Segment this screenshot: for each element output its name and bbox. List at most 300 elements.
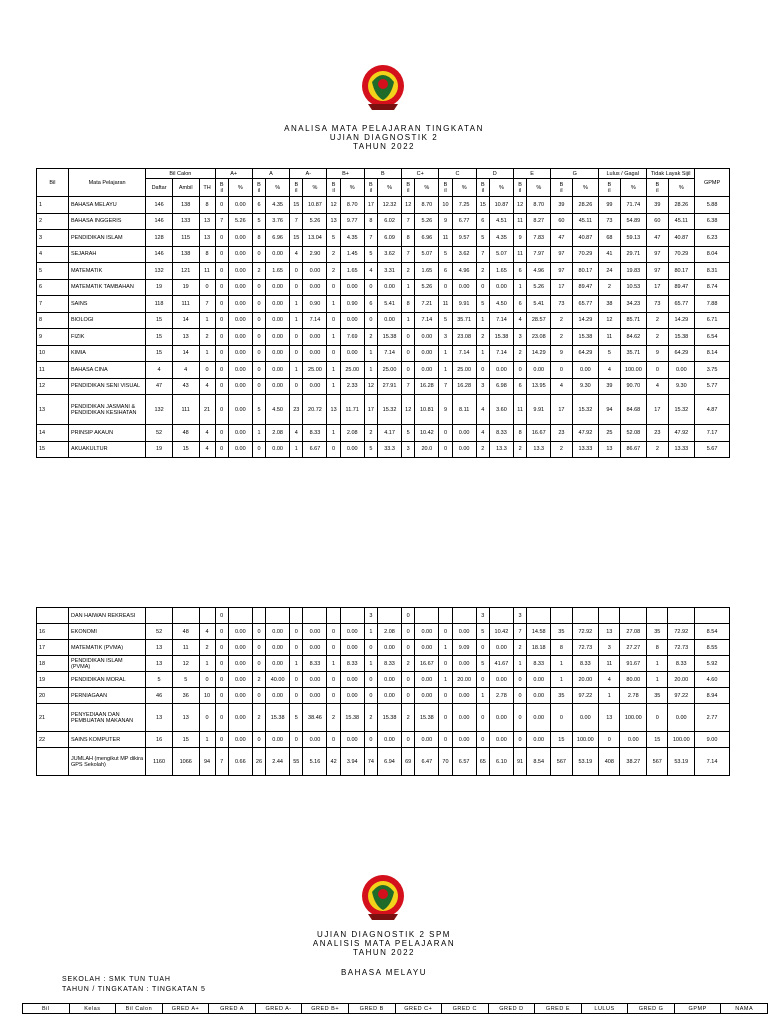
table-cell: 7.14: [415, 312, 439, 329]
table-cell: 70: [439, 748, 452, 776]
table-cell: 0.00: [228, 279, 252, 296]
table-cell: 5: [439, 246, 452, 263]
table-cell: 13: [172, 329, 199, 346]
school-name: SEKOLAH : SMK TUN TUAH: [62, 976, 171, 983]
school-crest-logo: [358, 870, 408, 924]
table-cell: 1: [551, 656, 572, 672]
table-cell: 47: [551, 230, 572, 247]
report-title-line1: ANALISA MATA PELAJARAN TINGKATAN: [284, 124, 484, 133]
table-cell: 5: [327, 230, 340, 247]
table-cell: 0.66: [228, 748, 252, 776]
table-cell: 27.08: [620, 624, 647, 640]
table-cell: 6: [252, 197, 265, 214]
subcol-bil: B il: [215, 179, 228, 197]
table-cell: 70.29: [668, 246, 695, 263]
table-cell: 21: [199, 395, 215, 425]
table-cell: [37, 748, 69, 776]
subcol-ambil: Ambil: [172, 179, 199, 197]
table-cell: 0: [402, 672, 415, 688]
table-cell: 9.30: [572, 378, 599, 395]
table-cell: 8.70: [415, 197, 439, 214]
table-cell: 0: [215, 263, 228, 280]
table-cell: 4.87: [695, 395, 730, 425]
subcol-pct: %: [668, 179, 695, 197]
table-cell: 72.92: [668, 624, 695, 640]
table-cell: 11: [172, 640, 199, 656]
table-cell: 8.33: [340, 656, 364, 672]
table-cell: 9: [647, 345, 668, 362]
table-cell: 7.14: [489, 312, 513, 329]
table-cell: 10.87: [489, 197, 513, 214]
class-analysis-header-cell: GRED D: [488, 1004, 535, 1014]
table-cell: 6: [364, 296, 377, 313]
table-cell: 1.45: [340, 246, 364, 263]
table-cell: 0: [252, 296, 265, 313]
table-cell: 53.19: [668, 748, 695, 776]
table-cell: 20.0: [415, 441, 439, 458]
table-cell: 8.33: [303, 656, 327, 672]
table-cell: 7.14: [303, 312, 327, 329]
table-cell: 65.77: [572, 296, 599, 313]
table-cell: 3.62: [452, 246, 476, 263]
table-cell: 4: [599, 362, 620, 379]
table-cell: 47: [647, 230, 668, 247]
table-cell: 5: [172, 672, 199, 688]
table-cell: 0: [327, 312, 340, 329]
table-cell: 39: [551, 197, 572, 214]
table-cell: 7.83: [527, 230, 551, 247]
table-cell: 2: [513, 441, 526, 458]
table-cell: 4.50: [489, 296, 513, 313]
table-cell: 0: [290, 624, 303, 640]
table-cell: 13.3: [489, 441, 513, 458]
subcol-pct: %: [378, 179, 402, 197]
col-grade-a: A: [252, 169, 289, 179]
table-cell: 27.91: [378, 378, 402, 395]
table-row: [37, 197, 730, 214]
table-cell: 8: [551, 640, 572, 656]
table-cell: 0.00: [452, 732, 476, 748]
table-cell: 64.29: [572, 345, 599, 362]
table-cell: 567: [647, 748, 668, 776]
table-cell: 20: [37, 688, 69, 704]
table-cell: 0.00: [228, 197, 252, 214]
class-analysis-header-cell: NAMA: [721, 1004, 768, 1014]
table-cell: 25.00: [378, 362, 402, 379]
table-cell: 5.26: [415, 213, 439, 230]
table-cell: 3.75: [695, 362, 730, 379]
table-cell: 146: [146, 213, 173, 230]
table-cell: 13.04: [303, 230, 327, 247]
table-cell: 0: [252, 688, 265, 704]
table-cell: 47.92: [668, 425, 695, 442]
subcol-bil: B il: [290, 179, 303, 197]
table-cell: 4: [290, 246, 303, 263]
table-cell: 0.00: [228, 345, 252, 362]
table-cell: 2: [476, 329, 489, 346]
table-cell: 5: [364, 246, 377, 263]
subcol-bil: B il: [364, 179, 377, 197]
table-cell: 0: [551, 362, 572, 379]
table-cell: 8.54: [527, 748, 551, 776]
table-cell: 17: [647, 279, 668, 296]
table-cell: 0: [402, 329, 415, 346]
table-cell: 0.00: [415, 624, 439, 640]
table-cell: 1: [513, 656, 526, 672]
table-cell: 0: [290, 640, 303, 656]
table-cell: 10.42: [415, 425, 439, 442]
report2-title-line2: ANALISIS MATA PELAJARAN: [312, 939, 456, 948]
table-cell: 6: [439, 263, 452, 280]
table-cell: 14.29: [527, 345, 551, 362]
table-cell: 0: [402, 362, 415, 379]
table-cell: 5.26: [303, 213, 327, 230]
table-cell: 5: [439, 312, 452, 329]
table-cell: 16: [146, 732, 173, 748]
table-cell: 0.00: [527, 732, 551, 748]
table-cell: 3.62: [378, 246, 402, 263]
table-cell: 40.87: [668, 230, 695, 247]
table-cell: 0.00: [378, 688, 402, 704]
col-grade-a-minus: A-: [290, 169, 327, 179]
table-cell: 1.65: [340, 263, 364, 280]
table-cell: 52.08: [620, 425, 647, 442]
table-cell: 1: [37, 197, 69, 214]
table-cell: 0.00: [452, 441, 476, 458]
table-cell: 5: [252, 213, 265, 230]
table-cell: 100.00: [620, 362, 647, 379]
table-cell: 8: [199, 197, 215, 214]
table-cell: 13: [599, 624, 620, 640]
table-cell: 7: [476, 246, 489, 263]
table-cell: 26: [252, 748, 265, 776]
table-cell: 1: [290, 441, 303, 458]
table-cell: 0.00: [415, 640, 439, 656]
table-cell: 146: [146, 197, 173, 214]
subject-name-cell: BAHASA CINA: [68, 362, 145, 379]
table-cell: 5: [364, 441, 377, 458]
table-cell: 5.26: [415, 279, 439, 296]
table-cell: 89.47: [668, 279, 695, 296]
table-cell: 0.00: [415, 688, 439, 704]
table-cell: 6.71: [695, 312, 730, 329]
table-cell: 10.87: [303, 197, 327, 214]
table-cell: 0: [364, 672, 377, 688]
table-row: [37, 640, 730, 656]
table-cell: 0: [252, 279, 265, 296]
table-cell: 128: [146, 230, 173, 247]
table-cell: 2: [252, 263, 265, 280]
table-cell: 0: [215, 296, 228, 313]
table-cell: 97: [647, 246, 668, 263]
table-row: [37, 732, 730, 748]
table-cell: 0: [215, 197, 228, 214]
table-cell: 15: [476, 197, 489, 214]
class-analysis-header-cell: LULUS: [581, 1004, 628, 1014]
subject-name-cell: EKONOMI: [68, 624, 145, 640]
table-cell: 4.35: [340, 230, 364, 247]
col-grade-a-plus: A+: [215, 169, 252, 179]
table-cell: 7.14: [452, 345, 476, 362]
table-cell: 8.04: [695, 246, 730, 263]
table-cell: 5: [252, 395, 265, 425]
table-cell: 0: [252, 624, 265, 640]
table-cell: 138: [172, 197, 199, 214]
table-cell: 0.00: [266, 441, 290, 458]
table-cell: 0.00: [266, 296, 290, 313]
table-cell: 2.08: [340, 425, 364, 442]
table-cell: 5.67: [695, 441, 730, 458]
table-cell: 0: [402, 345, 415, 362]
report-title-line3: TAHUN 2022: [353, 142, 415, 151]
table-cell: 0: [439, 688, 452, 704]
subject-name-cell: KIMIA: [68, 345, 145, 362]
table-cell: 17: [551, 395, 572, 425]
table-cell: 0: [364, 312, 377, 329]
table-cell: 0: [199, 362, 215, 379]
table-cell: 7: [215, 213, 228, 230]
table-cell: 100.00: [668, 732, 695, 748]
table-cell: 5.26: [228, 213, 252, 230]
table-cell: 5.26: [527, 279, 551, 296]
table-cell: 48: [172, 425, 199, 442]
table-cell: 0.00: [527, 688, 551, 704]
table-cell: 10: [37, 345, 69, 362]
table-cell: 2: [551, 329, 572, 346]
table-cell: 6.54: [695, 329, 730, 346]
table-cell: 0.00: [452, 656, 476, 672]
table-cell: 0: [252, 732, 265, 748]
table-cell: 1: [199, 345, 215, 362]
table-cell: 35.71: [620, 345, 647, 362]
table-cell: 0: [647, 704, 668, 732]
table-cell: 8: [199, 246, 215, 263]
table-cell: 0.00: [303, 672, 327, 688]
class-analysis-header-cell: GRED G: [628, 1004, 675, 1014]
table-cell: 13.33: [572, 441, 599, 458]
table-cell: 0.00: [572, 704, 599, 732]
table-cell: 9: [439, 213, 452, 230]
table-cell: 100.00: [620, 704, 647, 732]
table-cell: 0: [215, 688, 228, 704]
table-cell: 2: [364, 425, 377, 442]
report2-title-line1: UJIAN DIAGNOSTIK 2 SPM: [317, 930, 451, 939]
table-cell: 6.67: [303, 441, 327, 458]
table-cell: 2: [402, 656, 415, 672]
table-cell: 0: [513, 732, 526, 748]
table-cell: 0.00: [527, 704, 551, 732]
subject-name-cell: SAINS: [68, 296, 145, 313]
table-cell: 15: [146, 312, 173, 329]
table-cell: 0: [513, 688, 526, 704]
table-cell: 0.00: [303, 640, 327, 656]
table-cell: 6.47: [415, 748, 439, 776]
table-cell: 1: [199, 312, 215, 329]
table-cell: 0: [476, 704, 489, 732]
col-grade-c-plus: C+: [402, 169, 439, 179]
table-cell: 0.00: [303, 688, 327, 704]
table-cell: 2: [647, 312, 668, 329]
table-cell: 0: [215, 279, 228, 296]
table-cell: 1: [439, 672, 452, 688]
table-cell: 9: [551, 345, 572, 362]
table-cell: 73: [599, 213, 620, 230]
table-cell: 0.00: [415, 362, 439, 379]
class-analysis-header-row: [23, 1004, 768, 1014]
table-cell: 2.78: [620, 688, 647, 704]
level-name: TAHUN / TINGKATAN : TINGKATAN 5: [62, 986, 206, 993]
table-cell: 3: [476, 378, 489, 395]
table-cell: 0.00: [303, 329, 327, 346]
table-cell: 5.07: [415, 246, 439, 263]
table-cell: 19: [172, 279, 199, 296]
report-title-line2: UJIAN DIAGNOSTIK 2: [329, 133, 439, 142]
table-cell: 97: [647, 263, 668, 280]
table-cell: 7: [402, 246, 415, 263]
table-cell: 13.3: [527, 441, 551, 458]
table-cell: 8.11: [452, 395, 476, 425]
table-cell: 0.00: [266, 329, 290, 346]
table-cell: 65.77: [668, 296, 695, 313]
subject-name-cell: PENDIDIKAN JASMANI & PENDIDIKAN KESIHATAN: [68, 395, 145, 425]
table-cell: 12: [599, 312, 620, 329]
table-cell: 13: [172, 704, 199, 732]
table-cell: 2.44: [266, 748, 290, 776]
table-cell: 23: [647, 425, 668, 442]
table-cell: 14: [172, 312, 199, 329]
table-cell: 19: [146, 441, 173, 458]
table-cell: 18.18: [527, 640, 551, 656]
table-cell: 0: [215, 640, 228, 656]
table-cell: 0: [290, 378, 303, 395]
table-cell: 9.00: [695, 732, 730, 748]
table-cell: 115: [172, 230, 199, 247]
table-cell: 0: [215, 441, 228, 458]
table-cell: 94: [599, 395, 620, 425]
subject-name-cell: PENDIDIKAN ISLAM: [68, 230, 145, 247]
table-cell: 4.35: [266, 197, 290, 214]
table-cell: 6: [513, 378, 526, 395]
table-cell: 2: [513, 640, 526, 656]
table-cell: 15.38: [572, 329, 599, 346]
table-cell: 0.00: [452, 624, 476, 640]
subcol-pct: %: [415, 179, 439, 197]
report2-title-block: [0, 930, 768, 957]
table-cell: 10.42: [489, 624, 513, 640]
table-cell: 84.68: [620, 395, 647, 425]
table-cell: 0.00: [228, 688, 252, 704]
table-cell: 2: [402, 704, 415, 732]
table-cell: 10.81: [415, 395, 439, 425]
table-cell: 4: [364, 263, 377, 280]
table-cell: 2.77: [695, 704, 730, 732]
table-cell: 0.00: [266, 656, 290, 672]
table-cell: 17: [364, 395, 377, 425]
table-cell: 65: [476, 748, 489, 776]
table-cell: 7.14: [695, 748, 730, 776]
table-cell: 1: [364, 345, 377, 362]
table-cell: 8.94: [695, 688, 730, 704]
table-cell: 5: [476, 230, 489, 247]
class-analysis-header-cell: GPMP: [674, 1004, 721, 1014]
table-cell: 89.47: [572, 279, 599, 296]
table-cell: 408: [599, 748, 620, 776]
table-cell: 0.00: [489, 704, 513, 732]
table-cell: 72.73: [572, 640, 599, 656]
table-cell: 1: [551, 672, 572, 688]
table-cell: 13: [199, 230, 215, 247]
table-row: [37, 624, 730, 640]
table-cell: 2.08: [378, 624, 402, 640]
col-grade-c: C: [439, 169, 476, 179]
table-cell: 1: [327, 329, 340, 346]
table-cell: 5: [599, 345, 620, 362]
table-cell: 3.94: [340, 748, 364, 776]
table-cell: 13: [327, 395, 340, 425]
table-cell: 80.17: [572, 263, 599, 280]
class-analysis-header-cell: GRED C+: [395, 1004, 442, 1014]
table-cell: 5.07: [489, 246, 513, 263]
table-cell: 3.76: [266, 213, 290, 230]
table-cell: 0: [439, 425, 452, 442]
subcol-pct: %: [527, 179, 551, 197]
table-cell: 16: [37, 624, 69, 640]
table-cell: 6.57: [452, 748, 476, 776]
table-cell: 0: [215, 672, 228, 688]
table-cell: 3: [37, 230, 69, 247]
table-cell: 0: [252, 312, 265, 329]
table-cell: 94: [199, 748, 215, 776]
table-cell: 567: [551, 748, 572, 776]
table-cell: 91.67: [620, 656, 647, 672]
table-cell: 2: [252, 704, 265, 732]
table-cell: 0: [215, 425, 228, 442]
table-cell: 15: [290, 230, 303, 247]
table-cell: 1: [647, 656, 668, 672]
subject-name-cell: MATEMATIK (PVMA): [68, 640, 145, 656]
table-cell: 12: [172, 656, 199, 672]
report2-subject: BAHASA MELAYU: [340, 968, 428, 977]
table-cell: 15: [647, 732, 668, 748]
table-cell: 0.00: [340, 672, 364, 688]
table-cell: 6.96: [266, 230, 290, 247]
table-cell: 60: [647, 213, 668, 230]
table-cell: 1: [439, 362, 452, 379]
table-cell: 86.67: [620, 441, 647, 458]
table-cell: 0: [215, 732, 228, 748]
table-cell: 14: [172, 345, 199, 362]
col-bil-calon: Bil Calon: [146, 169, 215, 179]
table-cell: 132: [146, 395, 173, 425]
col-mata-pelajaran: Mata Pelajaran: [68, 169, 145, 197]
table-cell: 0: [252, 441, 265, 458]
table-cell: 0.00: [489, 279, 513, 296]
table-cell: 13: [327, 213, 340, 230]
class-analysis-header-cell: GRED B+: [302, 1004, 349, 1014]
table-cell: 85.71: [620, 312, 647, 329]
col-grade-d: D: [476, 169, 513, 179]
table-cell: 2: [252, 672, 265, 688]
table-cell: 111: [172, 395, 199, 425]
table-cell: 28.26: [668, 197, 695, 214]
table-cell: 7: [513, 624, 526, 640]
table-cell: 25.00: [340, 362, 364, 379]
table-cell: 0.00: [266, 688, 290, 704]
continuation-cell: 0: [215, 608, 228, 624]
table-cell: 0: [290, 345, 303, 362]
table-cell: 97: [551, 263, 572, 280]
table-cell: 0: [364, 640, 377, 656]
